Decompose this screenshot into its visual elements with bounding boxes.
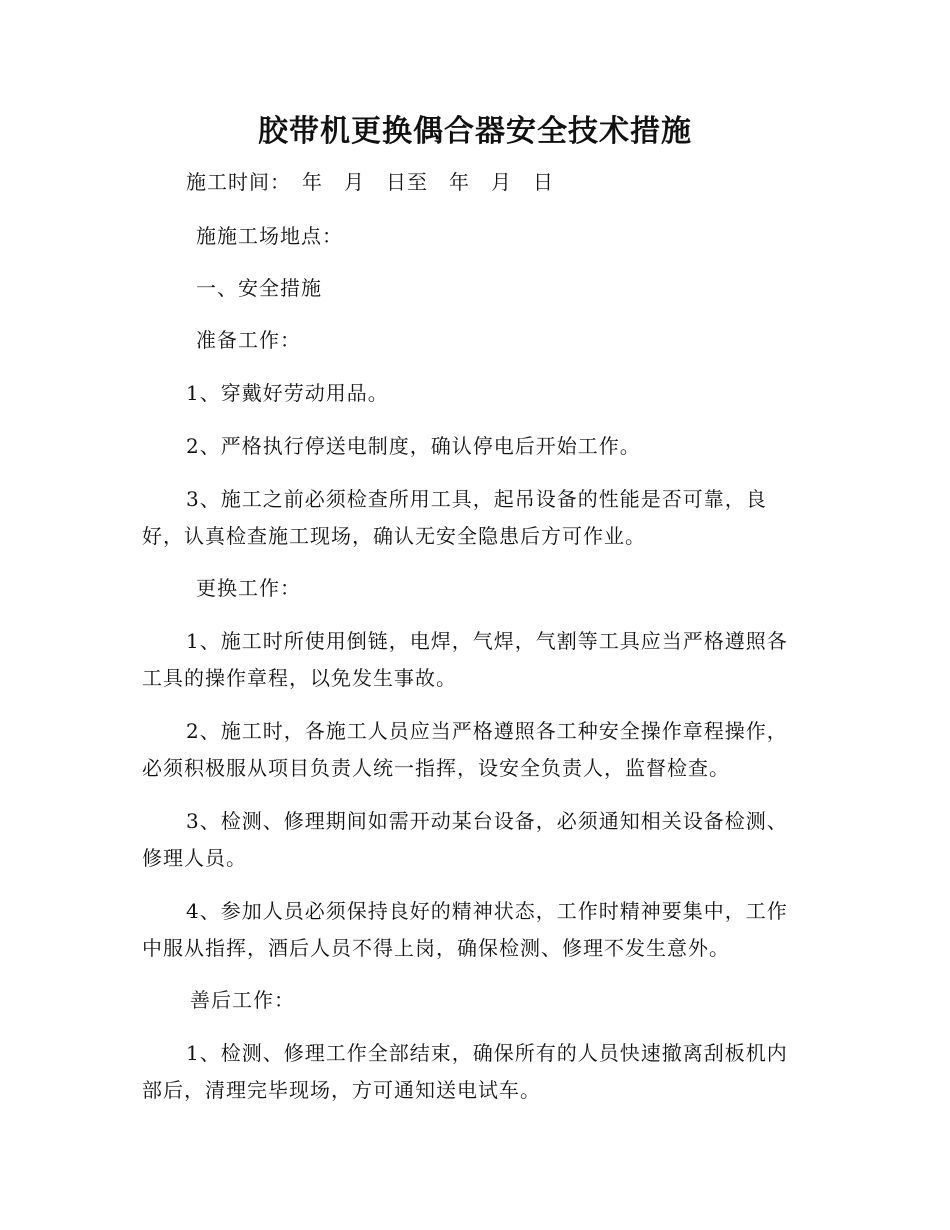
replacement-item-1-line-1: 1、施工时所使用倒链，电焊，气焊，气割等工具应当严格遵照各 — [186, 629, 788, 653]
replacement-item-1-line-2: 工具的操作章程，以免发生事故。 — [142, 666, 457, 690]
preparation-item-3-line-2: 好，认真检查施工现场，确认无安全隐患后方可作业。 — [142, 524, 646, 548]
replacement-item-4-line-2: 中服从指挥，酒后人员不得上岗，确保检测、修理不发生意外。 — [142, 936, 730, 960]
preparation-item-3-line-1: 3、施工之前必须检查所用工具，起吊设备的性能是否可靠，良 — [186, 487, 767, 511]
preparation-item-1: 1、穿戴好劳动用品。 — [186, 381, 389, 405]
preparation-heading: 准备工作： — [196, 328, 301, 352]
aftermath-heading: 善后工作： — [190, 988, 295, 1012]
replacement-item-2-line-2: 必须积极服从项目负责人统一指挥，设安全负责人，监督检查。 — [142, 756, 730, 780]
replacement-item-3-line-2: 修理人员。 — [142, 846, 247, 870]
document-title: 胶带机更换偶合器安全技术措施 — [258, 114, 692, 149]
section-heading-safety: 一、安全措施 — [196, 276, 322, 300]
aftermath-item-1-line-2: 部后，清理完毕现场，方可通知送电试车。 — [142, 1078, 541, 1102]
preparation-item-2: 2、严格执行停送电制度，确认停电后开始工作。 — [186, 434, 641, 458]
aftermath-item-1-line-1: 1、检测、修理工作全部结束，确保所有的人员快速撤离刮板机内 — [186, 1041, 788, 1065]
replacement-heading: 更换工作： — [196, 576, 301, 600]
construction-time: 施工时间： 年 月 日至 年 月 日 — [186, 170, 554, 194]
replacement-item-4-line-1: 4、参加人员必须保持良好的精神状态，工作时精神要集中，工作 — [186, 899, 788, 923]
replacement-item-3-line-1: 3、检测、修理期间如需开动某台设备，必须通知相关设备检测、 — [186, 809, 788, 833]
replacement-item-2-line-1: 2、施工时，各施工人员应当严格遵照各工种安全操作章程操作， — [186, 719, 788, 743]
construction-site: 施施工场地点： — [196, 224, 343, 248]
